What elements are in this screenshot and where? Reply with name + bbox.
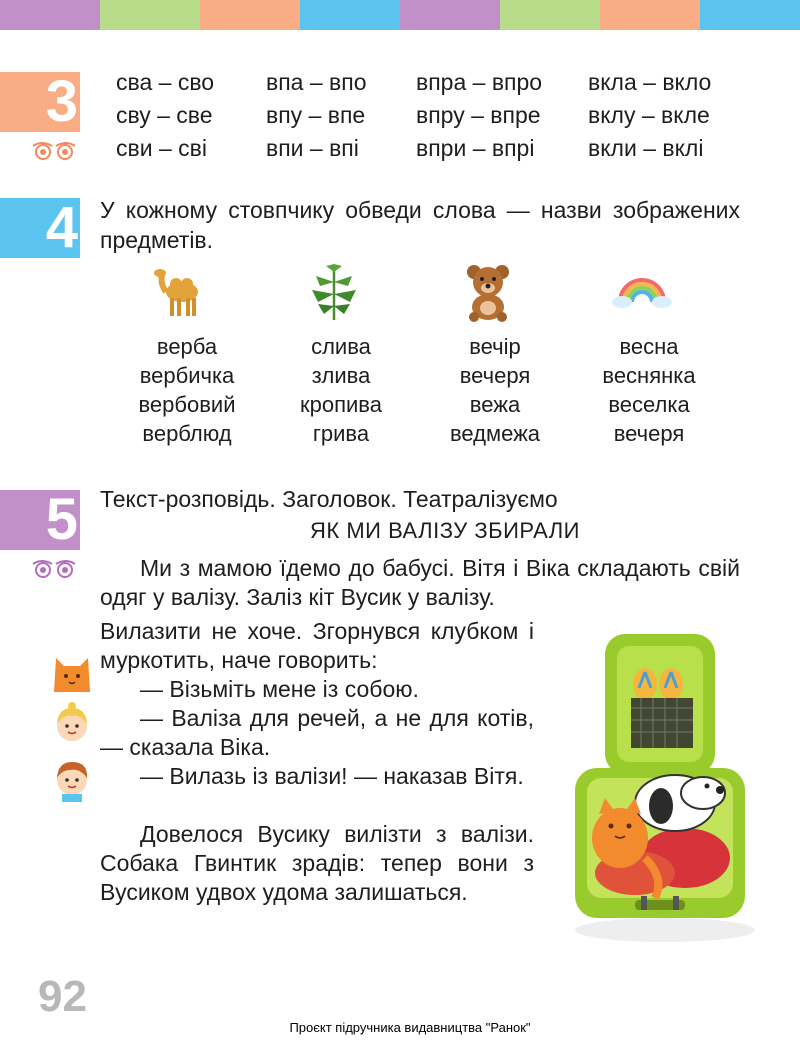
- reading-eyes-icon: [30, 140, 78, 160]
- footer-note: Проєкт підручника видавництва "Ранок": [289, 1020, 531, 1035]
- word-option[interactable]: весна: [619, 334, 679, 359]
- page-number: 92: [38, 972, 87, 1021]
- story-paragraph: Вилазити не хоче. Згорнувся клубком і муркотить, наче говорить:: [100, 618, 534, 673]
- color-stripe: [500, 0, 600, 30]
- word-option[interactable]: вечеря: [613, 421, 685, 446]
- syllable-pair: вклу – вкле: [588, 102, 710, 128]
- word-columns: [110, 332, 726, 448]
- word-column: [572, 332, 726, 448]
- syllable-pair: впу – впе: [266, 102, 366, 128]
- syllable-row: [100, 66, 738, 99]
- picture-row: [140, 262, 700, 326]
- word-option[interactable]: вечеря: [459, 363, 531, 388]
- story-title: ЯК МИ ВАЛІЗУ ЗБИРАЛИ: [310, 518, 580, 543]
- word-column: [418, 332, 572, 448]
- syllable-pair: впри – впрi: [416, 135, 535, 161]
- color-stripe: [200, 0, 300, 30]
- word-option[interactable]: злива: [311, 363, 371, 388]
- vika-line: — Валіза для речей, а не для котів, — сказала Віка.: [100, 705, 534, 760]
- color-stripe: [700, 0, 800, 30]
- girl-face-icon: [50, 700, 94, 746]
- story-paragraph: Довелося Вусику вилізти з валізи. Собака Гвинтик зрадів: тепер вони з Вусиком удвох удома залишаться.: [100, 821, 534, 905]
- syllable-pair: сва – сво: [116, 69, 215, 95]
- syllable-pair: сву – све: [116, 102, 213, 128]
- word-option[interactable]: кропива: [300, 392, 382, 417]
- task-4-instruction: У кожному стовпчику обведи слова — назви зображених предметів.: [100, 197, 740, 253]
- task-5-instruction: Текст-розповідь. Заголовок. Театралізуємо: [100, 486, 558, 512]
- syllable-pair: впа – впо: [266, 69, 367, 95]
- syllable-pair: вкли – вклi: [588, 135, 704, 161]
- top-color-bar: [0, 0, 800, 30]
- reading-eyes-icon: [30, 558, 78, 578]
- word-option[interactable]: веснянка: [602, 363, 696, 388]
- syllable-grid: [100, 66, 738, 165]
- syllable-pair: вкла – вкло: [588, 69, 712, 95]
- story-paragraph: Ми з мамою їдемо до бабусі. Вітя і Віка складають свій одяг у валізу. Заліз кіт Вусик у валізу.: [100, 555, 740, 610]
- camel-icon: [150, 262, 210, 322]
- cat-face-icon: [50, 652, 94, 698]
- bear-cub-icon: [458, 262, 518, 322]
- syllable-row: [100, 132, 738, 165]
- syllable-pair: сви – свi: [116, 135, 207, 161]
- word-option[interactable]: верблюд: [142, 421, 232, 446]
- cat-line: — Візьміть мене із собою.: [140, 676, 419, 702]
- color-stripe: [400, 0, 500, 30]
- task-5-number: 5: [0, 490, 80, 550]
- word-option[interactable]: верба: [156, 334, 218, 359]
- word-column: [110, 332, 264, 448]
- syllable-pair: впру – впре: [416, 102, 541, 128]
- color-stripe: [100, 0, 200, 30]
- boy-face-icon: [50, 756, 94, 802]
- word-option[interactable]: вербичка: [139, 363, 235, 388]
- color-stripe: [0, 0, 100, 30]
- word-option[interactable]: вечір: [469, 334, 521, 359]
- nettle-icon: [304, 262, 364, 322]
- syllable-pair: впра – впро: [416, 69, 543, 95]
- task-3-number: 3: [0, 72, 80, 132]
- word-option[interactable]: слива: [311, 334, 371, 359]
- syllable-row: [100, 99, 738, 132]
- word-option[interactable]: вербовий: [138, 392, 236, 417]
- rainbow-icon: [612, 262, 672, 322]
- word-option[interactable]: грива: [312, 421, 370, 446]
- suitcase-illustration: [565, 628, 760, 946]
- word-column: [264, 332, 418, 448]
- color-stripe: [600, 0, 700, 30]
- task-4-number: 4: [0, 198, 80, 258]
- color-stripe: [300, 0, 400, 30]
- vitya-line: — Вилазь із валізи! — наказав Вітя.: [140, 763, 524, 789]
- word-option[interactable]: веселка: [608, 392, 690, 417]
- syllable-pair: впи – впi: [266, 135, 359, 161]
- word-option[interactable]: ведмежа: [449, 421, 541, 446]
- word-option[interactable]: вежа: [469, 392, 521, 417]
